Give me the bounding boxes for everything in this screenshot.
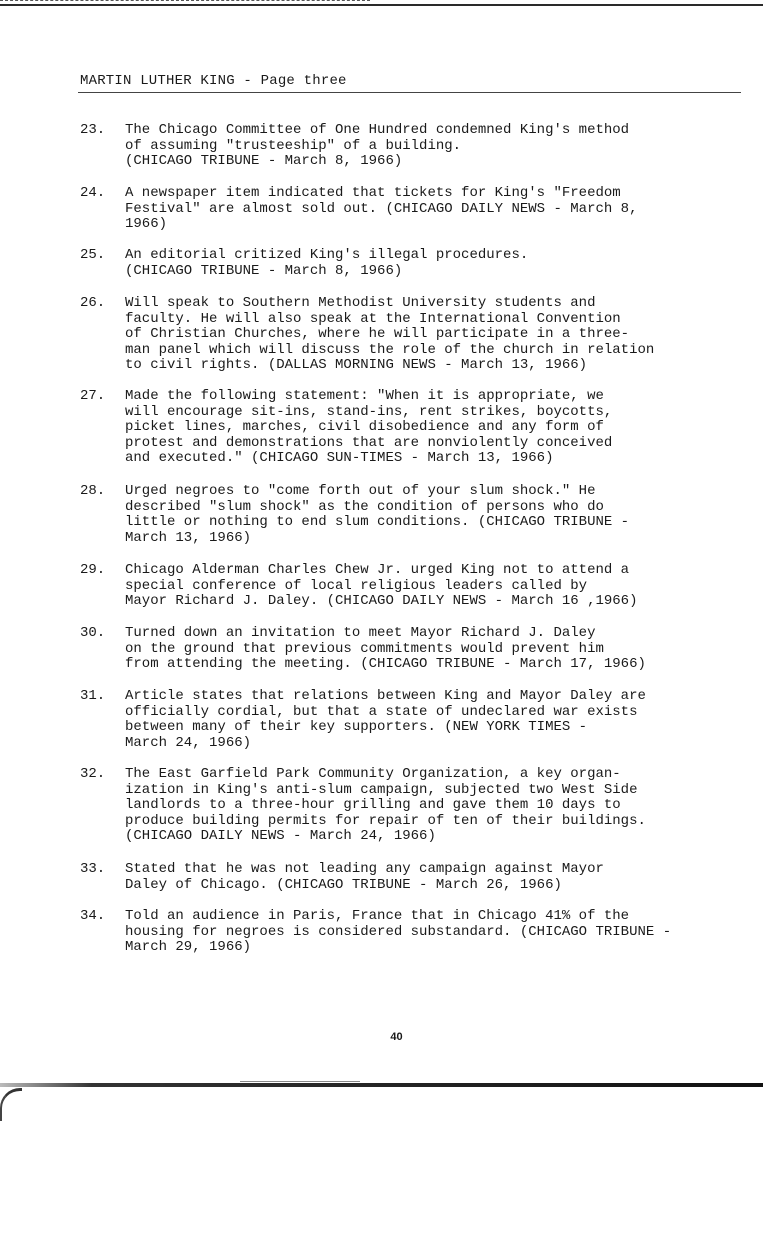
top-rule (0, 4, 763, 6)
list-item-23 (80, 123, 740, 170)
item-number: 27. (80, 388, 106, 404)
item-text: Told an audience in Paris, France that in Chicago 41% of the housing for negroes is considered substandard. (CHICAGO TRIBUNE - March 29, 1966) (125, 908, 672, 956)
list-item-33 (80, 862, 740, 893)
item-number: 29. (80, 562, 106, 578)
item-text: The Chicago Committee of One Hundred condemned King's method of assuming "trusteeship" of a building. (CHICAGO TRIBUNE - March 8, 1966) (125, 122, 630, 170)
item-text: The East Garfield Park Community Organization, a key organ- ization in King's anti-slum campaign, subjected two West Side landlords to a three-hour grilling and gave them 10 days to produce building permits for repair of ten of their buildings. (CHICAGO DAILY NEWS - March 24, 1966) (125, 766, 646, 845)
item-text: An editorial critized King's illegal procedures. (CHICAGO TRIBUNE - March 8, 1966) (125, 247, 529, 279)
item-text: Urged negroes to "come forth out of your slum shock." He described "slum shock" as the condition of persons who do little or nothing to end slum conditions. (CHICAGO TRIBUNE - March 13, 1966) (125, 483, 630, 546)
item-number: 31. (80, 688, 106, 704)
item-text: Chicago Alderman Charles Chew Jr. urged King not to attend a special conference of local religious leaders called by Mayor Richard J. Daley. (CHICAGO DAILY NEWS - March 16 ,1966) (125, 562, 638, 610)
list-item-28 (80, 484, 740, 546)
item-number: 25. (80, 247, 106, 263)
header-underline (78, 92, 741, 93)
list-item-32 (80, 767, 740, 845)
item-text: Made the following statement: "When it is appropriate, we will encourage sit-ins, stand-ins, rent strikes, boycotts, picket lines, marches, civil disobedience and any form of protest and demonstrations that are nonviolently conceived and executed." (CHICAGO SUN-TIMES - March 13, 1966) (125, 388, 613, 467)
item-text: A newspaper item indicated that tickets for King's "Freedom Festival" are almost sold out. (CHICAGO DAILY NEWS - March 8, 1966) (125, 185, 638, 233)
item-number: 33. (80, 861, 106, 877)
list-item-24 (80, 186, 740, 233)
item-number: 34. (80, 908, 106, 924)
item-number: 23. (80, 122, 106, 138)
item-text: Turned down an invitation to meet Mayor Richard J. Daley on the ground that previous commitments would prevent him from attending the meeting. (CHICAGO TRIBUNE - March 17, 1966) (125, 625, 646, 673)
item-number: 32. (80, 766, 106, 782)
list-item-31 (80, 689, 740, 751)
page-number: 40 (390, 1031, 403, 1043)
page-corner-curve (0, 1088, 22, 1121)
page-header: MARTIN LUTHER KING - Page three (80, 73, 347, 89)
item-text: Will speak to Southern Methodist University students and faculty. He will also speak at the International Convention of Christian Churches, where he will participate in a three- man panel which will discuss the role of the church in relation to civil rights. (DALLAS MORNING NEWS - March 13, 1966) (125, 295, 655, 374)
item-number: 30. (80, 625, 106, 641)
bottom-rule-thin (240, 1081, 360, 1082)
list-item-30 (80, 626, 740, 673)
list-item-27 (80, 389, 740, 467)
item-text: Article states that relations between King and Mayor Daley are officially cordial, but that a state of undeclared war exists between many of their key supporters. (NEW YORK TIMES - March 24, 1966) (125, 688, 646, 751)
item-number: 24. (80, 185, 106, 201)
list-item-34 (80, 909, 740, 956)
list-item-26 (80, 296, 740, 374)
item-text: Stated that he was not leading any campaign against Mayor Daley of Chicago. (CHICAGO TRIBUNE - March 26, 1966) (125, 861, 604, 893)
item-number: 28. (80, 483, 106, 499)
list-item-29 (80, 563, 740, 610)
bottom-rule (0, 1083, 763, 1087)
top-dashed-edge (0, 0, 370, 1)
list-item-25 (80, 248, 740, 279)
item-number: 26. (80, 295, 106, 311)
